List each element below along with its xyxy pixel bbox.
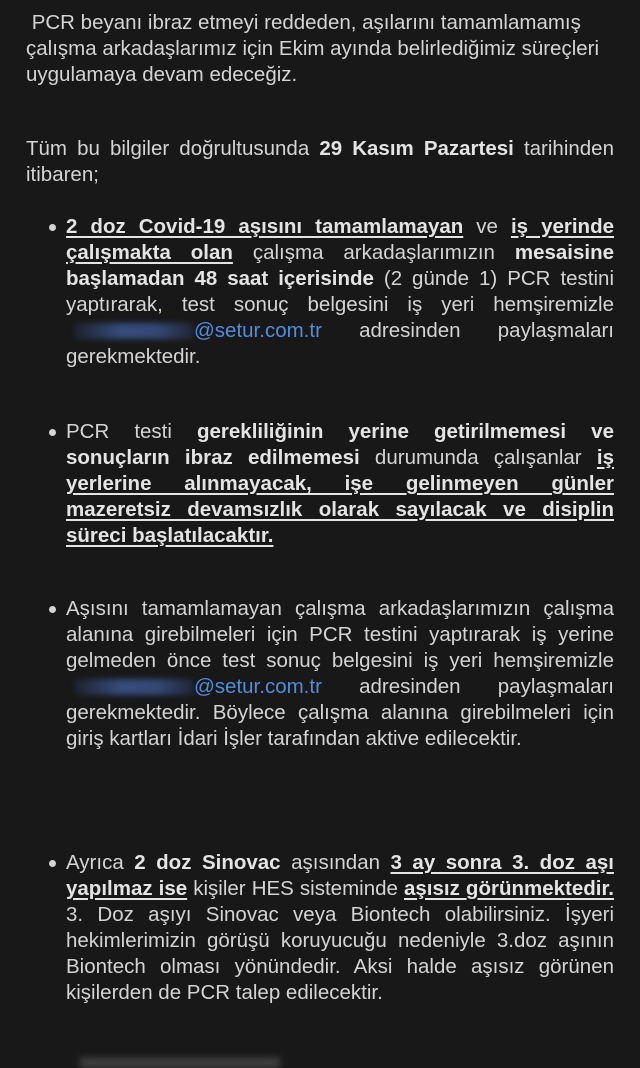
bullet-icon [49,429,56,436]
bullet-icon [49,606,56,613]
list-item [66,419,614,549]
bullet-icon [49,224,56,231]
item-text: Ayrıca [66,851,135,874]
lead-text-end: tarihinden itibaren; [26,137,614,186]
item-text: ve [463,215,511,238]
item-text: (2 günde 1) PCR testini yaptırarak, test sonuç belgesini iş yeri hemşiremizle [66,267,614,316]
item-text: gerekliliğinin yerine getirilmemesi ve sonuçların ibraz edilmemesi [66,420,614,469]
intro-text: PCR beyanı ibraz etmeyi reddeden, aşılarını tamamlamamış çalışma arkadaşlarımız için Ekim ayında belirlediğimiz süreçleri uygulamaya devam edeceğiz. [26,11,600,86]
item-text: iş yerinde çalışmakta olan [66,215,615,264]
item-text: adresinden paylaşmaları gerekmektedir. [66,319,614,368]
redacted-email [74,679,194,695]
cropped-text-fragment [80,1058,280,1068]
item-text: 2 doz Covid-19 aşısını tamamlamayan [66,215,464,238]
item-text: 3 ay sonra 3. doz aşı yapılmaz ise [66,851,614,900]
email-link[interactable]: @setur.com.tr [194,675,322,698]
lead-date: 29 Kasım Pazartesi [319,137,514,160]
item-text: kişiler HES sisteminde [187,877,404,900]
list-item [66,214,614,370]
lead-text: Tüm bu bilgiler doğrultusunda [26,137,320,160]
item-text: iş yerlerine alınmayacak, işe gelinmeyen günler mazeretsiz devamsızlık olarak sayılacak ve disiplin süreci başlatılacaktır. [66,446,614,547]
intro-paragraph [26,10,614,88]
item-text: durumunda çalışanlar [359,446,597,469]
redacted-email [74,323,194,339]
item-text: mesaisine başlamadan 48 saat içerisinde [66,241,614,290]
item-text: 2 doz Sinovac [134,851,281,874]
email-link[interactable]: @setur.com.tr [194,319,322,342]
bullet-icon [49,860,56,867]
lead-paragraph [26,136,614,188]
item-text: Aşısını tamamlamayan çalışma arkadaşlarımızın çalışma alanına girebilmeleri için PCR testini yaptırarak iş yerine gelmeden önce test sonuç belgesini iş yeri hemşiremizle [66,597,614,672]
item-text: aşısından [280,851,391,874]
list-item [66,850,614,1006]
item-text: adresinden paylaşmaları gerekmektedir. Böylece çalışma alanına girebilmeleri için giriş kartları İdari İşler tarafından aktive edilecektir. [66,675,614,750]
item-text: aşısız görünmektedir. [404,877,615,900]
list-item [66,596,614,752]
item-text: PCR testi [66,420,197,443]
item-text: 3. Doz aşıyı Sinovac veya Biontech olabilirsiniz. İşyeri hekimlerimizin görüşü koruyucuğu nedeniyle 3.doz aşının Biontech olması yönündedir. Aksi halde aşısız görünen kişilerden de PCR talep edilecektir. [66,903,614,1004]
item-text: çalışma arkadaşlarımızın [232,241,515,264]
